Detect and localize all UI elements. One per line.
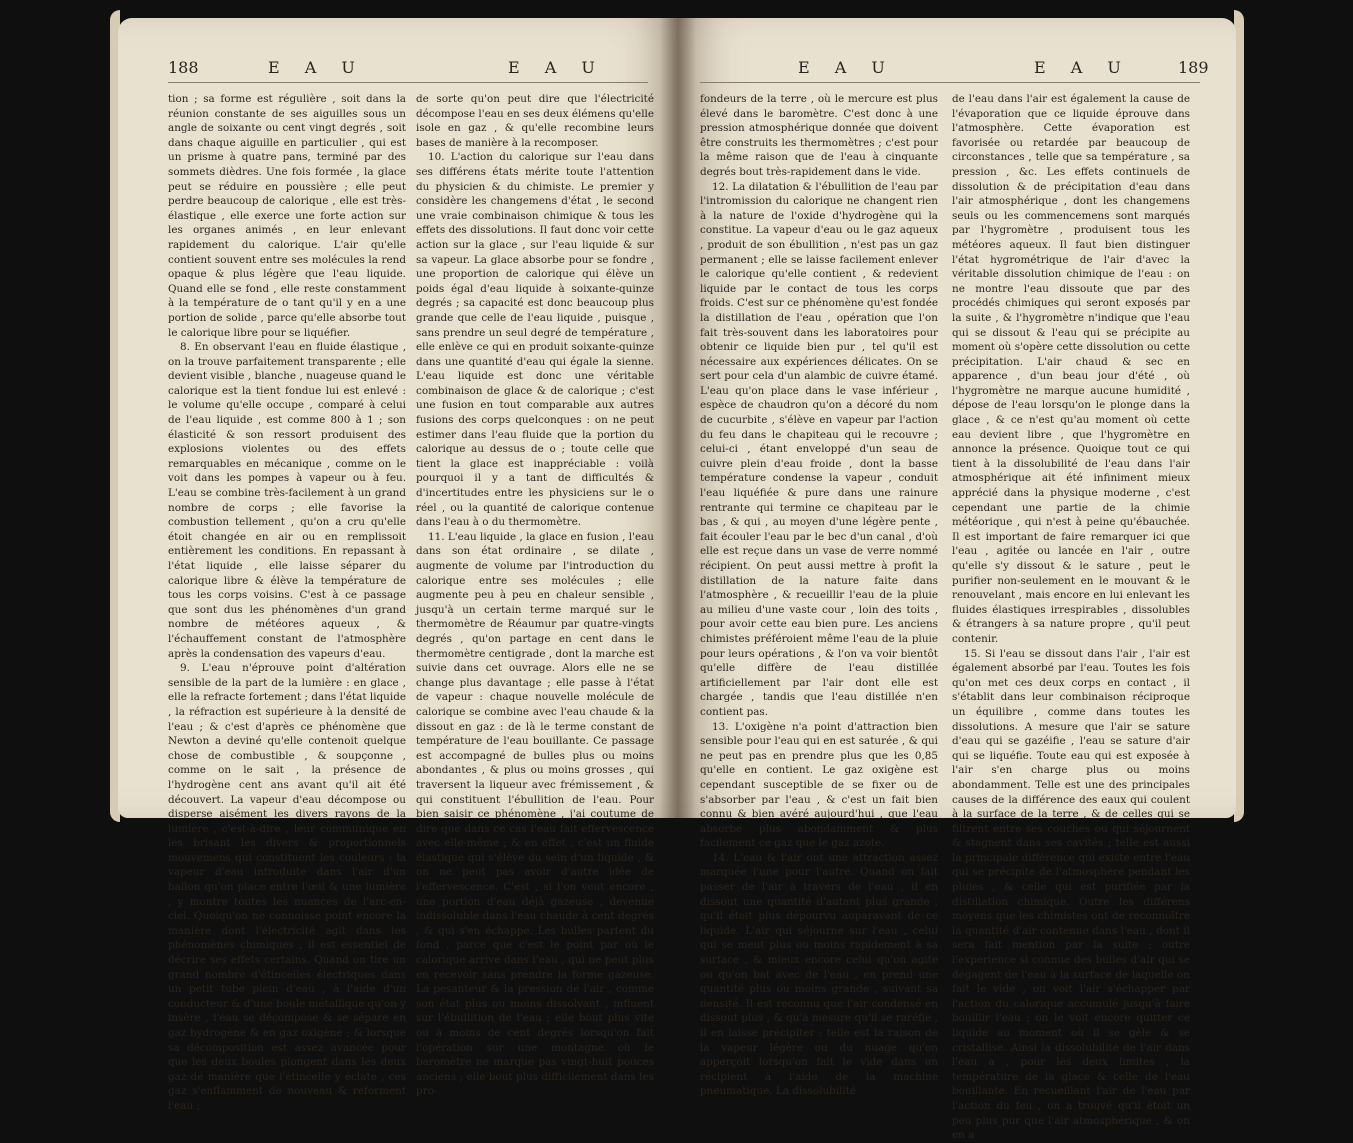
paragraph: 10. L'action du calorique sur l'eau dans ses différens états mérite toute l'attention du physicien & du chimiste. Le premier y considère les changemens d'état , le second une vraie combinaison chimique & tous les effets des dissolutions. Il faut donc voir cette action sur la glace , sur l'eau liquide & sur sa vapeur. La glace absorbe pour se fondre , une proportion de calorique qui élève un poids égal d'eau liquide à soixante-quinze degrés ; sa capacité est donc beaucoup plus grande que celle de l'eau liquide , puisque , sans prendre un seul degré de température , elle enlève ce qui en produit soixante-quinze dans une quantité d'eau qui égale la sienne. L'eau liquide est donc une véritable combinaison de glace & de calorique ; c'est une fusion en tout comparable aux autres fusions des corps quelconques : on ne peut estimer dans l'eau fluide que la portion du calorique au dessus de o ; toute celle que tient la glace est inappréciable : voilà pourquoi il y a tant de difficultés & d'incertitudes entre les physiciens sur le o réel , ou la quantité de calorique contenue dans l'eau à o du thermomètre. xyxy=(416,151,654,529)
right-page xyxy=(678,18,1236,1142)
paragraph: de sorte qu'on peut dire que l'électricité décompose l'eau en ses deux élémens qu'elle isole en gaz , & qu'elle recombine leurs bases de manière à la recomposer. xyxy=(416,93,654,149)
paragraph: de l'eau dans l'air est également la cause de l'évaporation que ce liquide éprouve dans l'atmosphère. Cette évaporation est favorisée ou retardée par beaucoup de circonstances , telle que sa température , sa pression , &c. Les effets continuels de dissolution & de précipitation d'eau dans l'air atmosphérique , dont les changemens seuls ou les commencemens sont marqués par l'hygromètre , produisent tous les météores aqueux. Il faut bien distinguer l'état hygrométrique de l'air d'avec la véritable dissolution chimique de l'eau : on ne montre l'eau dissoute que par des procédés chimiques qui seront exposés par la suite , & l'hygromètre n'indique que l'eau qui se dissout & l'eau qui se précipite au moment où s'opère cette dissolution ou cette précipitation. L'air chaud & sec en apparence , d'un beau jour d'été , où l'hygromètre ne marque aucune humidité , dépose de l'eau lorsqu'on le plonge dans la glace , & ce n'est qu'au moment où cette eau devient libre , que l'hygromètre en annonce la présence. Quoique tout ce qui tient à la dissolubilité de l'eau dans l'air atmosphérique ait été infiniment mieux apprécié dans la physique moderne , c'est cependant une partie de la chimie météorique , qui n'est à peine qu'ébauchée. Il est important de faire remarquer ici que l'eau , agitée ou lancée en l'air , outre qu'elle s'y dissout & le sature , peut le purifier non-seulement en le mouvant & le renouvelant , mais encore en lui enlevant les fluides élastiques irrespirables , dissolubles & étrangers à sa nature propre , qu'il peut contenir. xyxy=(952,93,1190,645)
right-column-1 xyxy=(700,92,938,1099)
right-head-rule xyxy=(700,82,1200,83)
paragraph: 14. L'eau & l'air ont une attraction assez marquée l'une pour l'autre. Quand on fait passer de l'air à travers de l'eau , il en dissout une quantité d'autant plus grande , qu'il étoit plus dépourvu auparavant de ce liquide. L'air qui séjourne sur l'eau , celui qui se meut plus ou moins rapidement à sa surface , & mieux encore celui qu'on agite ou qu'on bat avec de l'eau , en prend une quantité plus ou moins grande , suivant sa densité. Il est reconnu que l'air condensé en dissout plus , & qu'à mesure qu'il se raréfie , il en laisse précipiter : telle est la raison de la vapeur légère ou du nuage qu'on apperçoit lorsqu'on fait le vide dans un récipient à l'aide de la machine pneumatique. La dissolubilité xyxy=(700,851,938,1098)
left-column-1 xyxy=(168,92,406,1114)
right-running-head-left: E A U xyxy=(798,58,895,77)
paragraph: 11. L'eau liquide , la glace en fusion , l'eau dans son état ordinaire , se dilate , augmente de volume par l'introduction du calorique entre ses molécules ; elle augmente peu à peu en chaleur sensible , jusqu'à un certain terme marqué sur le thermomètre de Réaumur par quatre-vingts degrés , qu'on partage en cent dans le thermomètre centigrade , dont la marche est suivie dans cet ouvrage. Alors elle ne se change plus davantage ; elle passe à l'état de vapeur : chaque nouvelle molécule de calorique se combine avec l'eau chaude & la dissout en gaz : de là le terme constant de température de l'eau bouillante. Ce passage est accompagné de bulles plus ou moins abondantes , & plus ou moins grosses , qui traversent la liqueur avec frémissement , & qui constituent l'ébullition de l'eau. Pour bien saisir ce phénomène , j'ai coutume de dire que dans ce cas l'eau fait effervescence avec elle-même ; & en effet , c'est un fluide élastique qui s'élève du sein d'un liquide , & on ne peut pas avoir d'autre idée de l'effervescence. C'est , si l'on veut encore , une portion d'eau déjà gazeuse , devenue indissoluble dans l'eau chaude à cent degrés , & qui s'en échappe. Les bulles partent du fond , parce que c'est le point par où le calorique arrive dans l'eau , qui ne peut plus en recevoir sans prendre la forme gazeuse. La pesanteur & la pression de l'air , comme son état plus ou moins dissolvant , influent sur l'ébullition de l'eau ; elle bout plus vite ou à moins de cent degrés lorsqu'on fait l'opération sur une montagne où le baromètre ne marque pas vingt-huit pouces anciens ; elle bout plus difficilement dans les pro- xyxy=(416,530,654,1098)
paragraph: 9. L'eau n'éprouve point d'altération sensible de la part de la lumière : en glace , elle la refracte fortement ; dans l'état liquide , la réfraction est supérieure à la densité de l'eau ; & c'est d'après ce phénomène que Newton a deviné qu'elle contenoit quelque chose de combustible , & soupçonne , comme on le sait , la présence de l'hydrogène cent ans avant qu'il ait été découvert. La vapeur d'eau décompose ou disperse aisément les divers rayons de la lumière , c'est-à-dire , leur communique en les brisant les divers & proportionnels mouvemens qui constituent les couleurs : la vapeur d'eau introduite dans l'air d'un ballon qu'on place entre l'œil & une lumière , y montre toutes les nuances de l'arc-en-ciel. Quoiqu'on ne connoisse point encore la manière dont l'électricité agit dans les phénomènes chimiques , il est essentiel de décrire ses effets certains. Quand on tire un grand nombre d'étincelles électriques dans un petit tube plein d'eau , à l'aide d'un conducteur & d'une boule métallique qu'on y insère , l'eau se décompose & se sépare en gaz hydrogène & en gaz oxigène ; & lorsque sa décomposition est assez avancée pour que les deux boules plongent dans les deux gaz de manière que l'étincelle y éclate , ces gaz s'enflamment de nouveau & reforment l'eau ; xyxy=(168,662,406,1112)
paragraph: 15. Si l'eau se dissout dans l'air , l'air est également absorbé par l'eau. Toutes les fois qu'on met ces deux corps en contact , il s'établit dans leur combinaison réciproque un équilibre , comme dans toutes les dissolutions. A mesure que l'air se sature d'eau qui se gazéifie , l'eau se sature d'air qui se liquéfie. Toute eau qui est exposée à l'air s'en charge plus ou moins abondamment. Telle est une des principales causes de la différence des eaux qui coulent à la surface de la terre , & de celles qui se filtrent entre ses couches ou qui séjournent & stagnent dans ses cavités ; telle est aussi la principale différence qui existe entre l'eau qui se précipite de l'atmosphère pendant les pluies , & celle qui est purifiée par la distillation chimique. Outre les différens moyens que les chimistes ont de reconnoître la quantité d'air contenue dans l'eau , dont il sera fait mention par la suite ; outre l'expérience si connue des bulles d'air qui se dégagent de l'eau à la surface de laquelle on fait le vide , on voit l'air s'échapper par l'action du calorique accumulé jusqu'à faire bouillir l'eau ; on le voit encore quitter ce liquide au moment où il se gèle & se cristallise. Ainsi la dissolubilité de l'air dans l'eau a , pour les deux limites , la température de la glace & celle de l'eau bouillante. En recueillant l'air de l'eau par l'action du feu , on a trouvé qu'il étoit un peu plus pur que l'air atmosphérique , & on en a xyxy=(952,647,1190,1142)
left-column-2 xyxy=(416,92,654,1099)
left-running-head-left: E A U xyxy=(268,58,365,77)
left-page-number: 188 xyxy=(168,58,199,77)
paragraph: tion ; sa forme est régulière , soit dans la réunion constante de ses aiguilles sous un angle de soixante ou cent vingt degrés , soit dans chaque aiguille en particulier , qui est un prisme à quatre pans, terminé par des sommets dièdres. Une fois formée , la glace peut se réduire en poussière ; elle peut perdre beaucoup de calorique , elle est très-élastique , elle exerce une forte action sur les organes animés , en leur enlevant rapidement du calorique. L'air qu'elle contient souvent entre ses molécules la rend opaque & plus légère que l'eau liquide. Quand elle se fond , elle reste constamment à la température de o tant qu'il y en a une portion de solide , parce qu'elle absorbe tout le calorique libre pour se liquéfier. xyxy=(168,93,406,339)
right-column-2 xyxy=(952,92,1190,1143)
paragraph: fondeurs de la terre , où le mercure est plus élevé dans le baromètre. C'est donc à une pression atmosphérique donnée que doivent être construits les thermomètres ; c'est pour la même raison que de l'eau à cinquante degrés bout très-rapidement dans le vide. xyxy=(700,93,938,178)
left-running-head-right: E A U xyxy=(508,58,605,77)
left-head-rule xyxy=(168,82,648,83)
right-page-number: 189 xyxy=(1178,58,1209,77)
right-running-head-right: E A U xyxy=(1034,58,1131,77)
paragraph: 12. La dilatation & l'ébullition de l'eau par l'intromission du calorique ne changent rien à la nature de l'oxide d'hydrogène qui la constitue. La vapeur d'eau ou le gaz aqueux , produit de son ébullition , n'est pas un gaz permanent ; elle se laisse facilement enlever le calorique qu'elle contient , & redevient liquide par le contact de tous les corps froids. C'est sur ce phénomène qu'est fondée la distillation de l'eau , opération que l'on fait très-souvent dans les laboratoires pour obtenir ce liquide bien pur , tel qu'il est nécessaire aux expériences délicates. On se sert pour cela d'un alambic de cuivre étamé. L'eau qu'on place dans le vase inférieur , espèce de chaudron qu'on a décoré du nom de cucurbite , s'élève en vapeur par l'action du feu dans le chapiteau qui le recouvre ; celui-ci , étant enveloppé d'un seau de cuivre plein d'eau froide , dont la basse température condense la vapeur , conduit l'eau liquéfiée & pure dans une rainure rentrante qui termine ce chapiteau par le bas , & qui , au moyen d'une légère pente , fait écouler l'eau par le bec d'un canal , d'où elle est reçue dans un vase de verre nommé récipient. On peut aussi mettre à profit la distillation de la nature faite dans l'atmosphère , & recueillir l'eau de la pluie au milieu d'une vaste cour , loin des toits , pour avoir cette eau bien pure. Les anciens chimistes préféroient même l'eau de la pluie pour leurs opérations , & l'on va voir bientôt qu'elle diffère de l'eau distillée artificiellement par l'air dont elle est chargée , tandis que l'eau distillée n'en contient pas. xyxy=(700,180,938,718)
paragraph: 8. En observant l'eau en fluide élastique , on la trouve parfaitement transparente ; elle devient visible , blanche , nuageuse quand le calorique est la tient fondue lui est enlevé : le volume qu'elle occupe , comparé à celui de l'eau liquide , est comme 800 à 1 ; son élasticité & son ressort produisent des explosions violentes ou des effets remarquables en mécanique , comme on le voit dans les pompes à vapeur ou à feu. L'eau se combine très-facilement à un grand nombre de corps ; elle favorise la combustion tellement , qu'on a cru qu'elle étoit changée en air ou en remplissoit entièrement les conditions. En repassant à l'état liquide , elle laisse séparer du calorique libre & élève la température de tous les corps voisins. C'est à ce passage que sont dus les phénomènes d'un grand nombre de météores aqueux , & l'échauffement constant de l'atmosphère après la condensation des vapeurs d'eau. xyxy=(168,341,406,660)
left-page xyxy=(118,18,678,1112)
paragraph: 13. L'oxigène n'a point d'attraction bien sensible pour l'eau qui en est saturée , & qui ne peut pas en prendre plus que les 0,85 qu'elle en contient. Le gaz oxigène est cependant susceptible de se fixer ou de s'absorber par l'eau , & c'est un fait bien connu & bien avéré aujourd'hui , que l'eau absorbe plus abondamment & plus facilement ce gaz que le gaz azote. xyxy=(700,720,938,850)
